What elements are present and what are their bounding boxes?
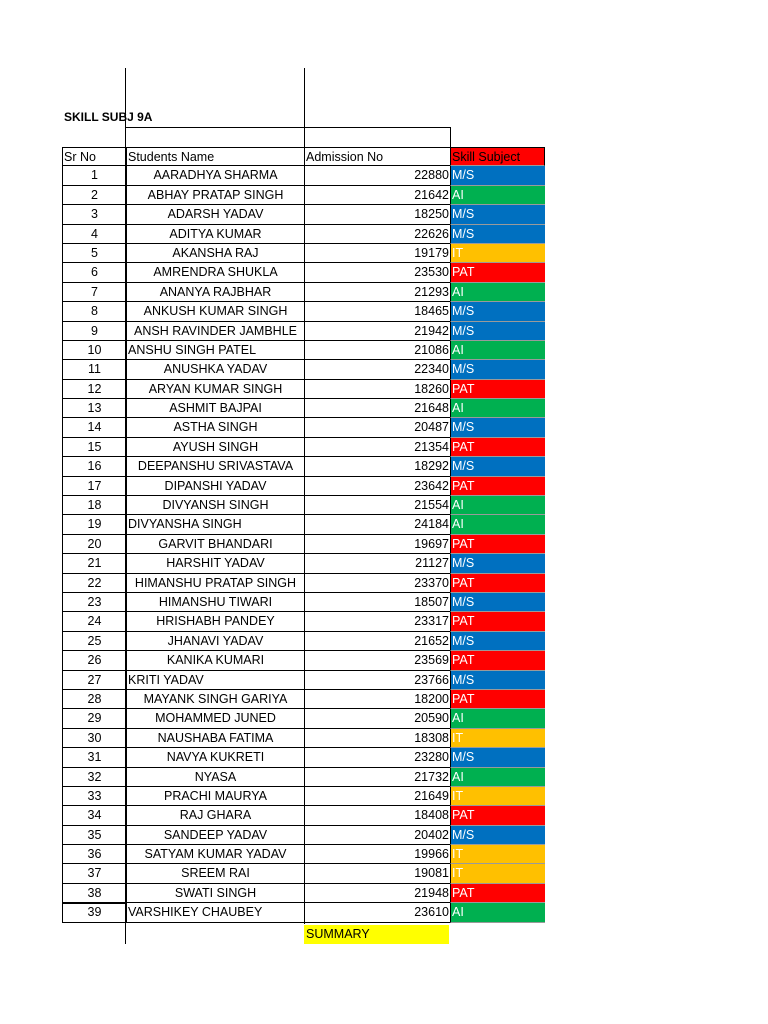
sr-no-cell: 14 [62, 418, 126, 437]
student-name-cell: HRISHABH PANDEY [126, 612, 304, 631]
sr-no-cell: 12 [62, 380, 126, 399]
skill-subject-cell: M/S [450, 205, 545, 224]
admission-no-cell: 23280 [304, 748, 450, 767]
skill-subject-cell: IT [450, 729, 545, 748]
sr-no-cell: 39 [62, 903, 126, 922]
admission-no-cell: 20590 [304, 709, 450, 728]
student-name-cell: RAJ GHARA [126, 806, 304, 825]
sr-no-cell: 37 [62, 864, 126, 883]
skill-subject-cell: PAT [450, 690, 545, 709]
skill-subject-cell: M/S [450, 748, 545, 767]
admission-no-cell: 18200 [304, 690, 450, 709]
merged-row-line-right [450, 127, 451, 147]
skill-subject-cell: IT [450, 244, 545, 263]
skill-subject-cell: PAT [450, 438, 545, 457]
student-name-cell: KRITI YADAV [126, 671, 304, 690]
sr-no-cell: 8 [62, 302, 126, 321]
skill-subject-cell: AI [450, 341, 545, 360]
header-skill-subject: Skill Subject [450, 147, 545, 166]
student-name-cell: MOHAMMED JUNED [126, 709, 304, 728]
admission-no-cell: 22880 [304, 166, 450, 185]
student-name-cell: NYASA [126, 768, 304, 787]
skill-subject-cell: PAT [450, 477, 545, 496]
skill-subject-cell: AI [450, 768, 545, 787]
sr-no-cell: 20 [62, 535, 126, 554]
admission-no-cell: 18292 [304, 457, 450, 476]
header-admission-no: Admission No [304, 147, 450, 166]
student-name-cell: ANSHU SINGH PATEL [126, 341, 304, 360]
skill-subject-cell: M/S [450, 302, 545, 321]
student-name-cell: NAUSHABA FATIMA [126, 729, 304, 748]
sr-no-cell: 18 [62, 496, 126, 515]
sr-no-cell: 27 [62, 671, 126, 690]
skill-subject-cell: IT [450, 864, 545, 883]
sr-no-cell: 21 [62, 554, 126, 573]
header-sr-no: Sr No [62, 147, 126, 166]
skill-subject-cell: M/S [450, 225, 545, 244]
skill-subject-cell: AI [450, 515, 545, 534]
admission-no-cell: 23642 [304, 477, 450, 496]
skill-subject-cell: IT [450, 787, 545, 806]
sr-no-cell: 1 [62, 166, 126, 185]
sr-no-cell: 13 [62, 399, 126, 418]
skill-subject-cell: M/S [450, 360, 545, 379]
student-name-cell: MAYANK SINGH GARIYA [126, 690, 304, 709]
skill-subject-cell: M/S [450, 593, 545, 612]
admission-no-cell: 21127 [304, 554, 450, 573]
student-name-cell: HIMANSHU TIWARI [126, 593, 304, 612]
admission-no-cell: 18507 [304, 593, 450, 612]
student-name-cell: VARSHIKEY CHAUBEY [126, 903, 304, 922]
admission-no-cell: 22626 [304, 225, 450, 244]
admission-no-cell: 21942 [304, 322, 450, 341]
admission-no-cell: 24184 [304, 515, 450, 534]
skill-subject-cell: PAT [450, 574, 545, 593]
skill-subject-cell: PAT [450, 380, 545, 399]
student-name-cell: DIVYANSHA SINGH [126, 515, 304, 534]
admission-no-cell: 21293 [304, 283, 450, 302]
skill-subject-cell: PAT [450, 806, 545, 825]
admission-no-cell: 18260 [304, 380, 450, 399]
admission-no-cell: 23569 [304, 651, 450, 670]
skill-subject-cell: M/S [450, 554, 545, 573]
skill-subject-cell: M/S [450, 671, 545, 690]
student-name-cell: ANSH RAVINDER JAMBHLE [126, 322, 304, 341]
skill-subject-cell: M/S [450, 826, 545, 845]
admission-no-cell: 23766 [304, 671, 450, 690]
student-name-cell: JHANAVI YADAV [126, 632, 304, 651]
student-name-cell: HARSHIT YADAV [126, 554, 304, 573]
sheet-title: SKILL SUBJ 9A [64, 110, 153, 124]
student-name-cell: AMRENDRA SHUKLA [126, 263, 304, 282]
skill-subject-cell: M/S [450, 322, 545, 341]
sr-no-cell: 24 [62, 612, 126, 631]
sr-no-cell: 25 [62, 632, 126, 651]
sr-no-cell: 29 [62, 709, 126, 728]
admission-no-cell: 19081 [304, 864, 450, 883]
admission-no-cell: 21354 [304, 438, 450, 457]
admission-no-cell: 18308 [304, 729, 450, 748]
sr-no-cell: 31 [62, 748, 126, 767]
student-name-cell: ANUSHKA YADAV [126, 360, 304, 379]
sr-no-cell: 5 [62, 244, 126, 263]
skill-subject-cell: AI [450, 399, 545, 418]
sr-no-cell: 11 [62, 360, 126, 379]
admission-no-cell: 19179 [304, 244, 450, 263]
student-name-cell: SWATI SINGH [126, 884, 304, 903]
student-name-cell: AARADHYA SHARMA [126, 166, 304, 185]
admission-no-cell: 18465 [304, 302, 450, 321]
skill-subject-cell: PAT [450, 612, 545, 631]
sr-no-cell: 32 [62, 768, 126, 787]
student-name-cell: GARVIT BHANDARI [126, 535, 304, 554]
student-name-cell: ARYAN KUMAR SINGH [126, 380, 304, 399]
student-name-cell: ASTHA SINGH [126, 418, 304, 437]
student-name-cell: ADARSH YADAV [126, 205, 304, 224]
skill-subject-cell: PAT [450, 884, 545, 903]
sr-no-cell: 4 [62, 225, 126, 244]
sr-no-cell: 17 [62, 477, 126, 496]
sr-no-cell: 2 [62, 186, 126, 205]
merged-row-line-top [125, 127, 450, 128]
admission-no-cell: 20487 [304, 418, 450, 437]
skill-subject-cell: M/S [450, 166, 545, 185]
admission-no-cell: 18408 [304, 806, 450, 825]
sr-no-cell: 9 [62, 322, 126, 341]
admission-no-cell: 22340 [304, 360, 450, 379]
admission-no-cell: 21652 [304, 632, 450, 651]
sr-no-cell: 7 [62, 283, 126, 302]
skill-subject-cell: AI [450, 283, 545, 302]
student-name-cell: NAVYA KUKRETI [126, 748, 304, 767]
admission-no-cell: 19697 [304, 535, 450, 554]
admission-no-cell: 21948 [304, 884, 450, 903]
sr-no-cell: 15 [62, 438, 126, 457]
skill-subject-cell: PAT [450, 263, 545, 282]
sr-no-cell: 10 [62, 341, 126, 360]
skill-subject-cell: AI [450, 709, 545, 728]
sr-no-cell: 26 [62, 651, 126, 670]
student-name-cell: DIVYANSH SINGH [126, 496, 304, 515]
admission-no-cell: 21649 [304, 787, 450, 806]
student-name-cell: DIPANSHI YADAV [126, 477, 304, 496]
skill-subject-cell: PAT [450, 535, 545, 554]
skill-subject-cell: M/S [450, 632, 545, 651]
admission-no-cell: 23530 [304, 263, 450, 282]
admission-no-cell: 23370 [304, 574, 450, 593]
admission-no-cell: 21554 [304, 496, 450, 515]
student-name-cell: DEEPANSHU SRIVASTAVA [126, 457, 304, 476]
admission-no-cell: 21642 [304, 186, 450, 205]
student-name-cell: ANKUSH KUMAR SINGH [126, 302, 304, 321]
header-student-name: Students Name [126, 147, 304, 166]
student-name-cell: ANANYA RAJBHAR [126, 283, 304, 302]
skill-subject-cell: PAT [450, 651, 545, 670]
admission-no-cell: 20402 [304, 826, 450, 845]
sr-no-cell: 34 [62, 806, 126, 825]
skill-subject-cell: M/S [450, 418, 545, 437]
student-name-cell: AKANSHA RAJ [126, 244, 304, 263]
admission-no-cell: 23317 [304, 612, 450, 631]
sr-no-cell: 33 [62, 787, 126, 806]
student-name-cell: SATYAM KUMAR YADAV [126, 845, 304, 864]
student-name-cell: HIMANSHU PRATAP SINGH [126, 574, 304, 593]
admission-no-cell: 21086 [304, 341, 450, 360]
sr-no-cell: 30 [62, 729, 126, 748]
student-name-cell: AYUSH SINGH [126, 438, 304, 457]
summary-cell: SUMMARY [304, 925, 449, 944]
sr-no-cell: 23 [62, 593, 126, 612]
student-name-cell: SANDEEP YADAV [126, 826, 304, 845]
student-name-cell: KANIKA KUMARI [126, 651, 304, 670]
sr-no-cell: 35 [62, 826, 126, 845]
student-name-cell: ASHMIT BAJPAI [126, 399, 304, 418]
sr-no-cell: 38 [62, 884, 126, 903]
skill-subject-cell: AI [450, 496, 545, 515]
sr-no-cell: 16 [62, 457, 126, 476]
admission-no-cell: 19966 [304, 845, 450, 864]
sr-no-cell: 22 [62, 574, 126, 593]
sr-no-cell: 28 [62, 690, 126, 709]
student-name-cell: ADITYA KUMAR [126, 225, 304, 244]
student-name-cell: SREEM RAI [126, 864, 304, 883]
student-name-cell: ABHAY PRATAP SINGH [126, 186, 304, 205]
sr-no-cell: 3 [62, 205, 126, 224]
skill-subject-cell: AI [450, 903, 545, 922]
skill-subject-cell: IT [450, 845, 545, 864]
admission-no-cell: 23610 [304, 903, 450, 922]
admission-no-cell: 21648 [304, 399, 450, 418]
admission-no-cell: 18250 [304, 205, 450, 224]
skill-subject-cell: M/S [450, 457, 545, 476]
sr-no-cell: 36 [62, 845, 126, 864]
sr-no-cell: 19 [62, 515, 126, 534]
skill-subject-cell: AI [450, 186, 545, 205]
sr-no-cell: 6 [62, 263, 126, 282]
student-name-cell: PRACHI MAURYA [126, 787, 304, 806]
admission-no-cell: 21732 [304, 768, 450, 787]
